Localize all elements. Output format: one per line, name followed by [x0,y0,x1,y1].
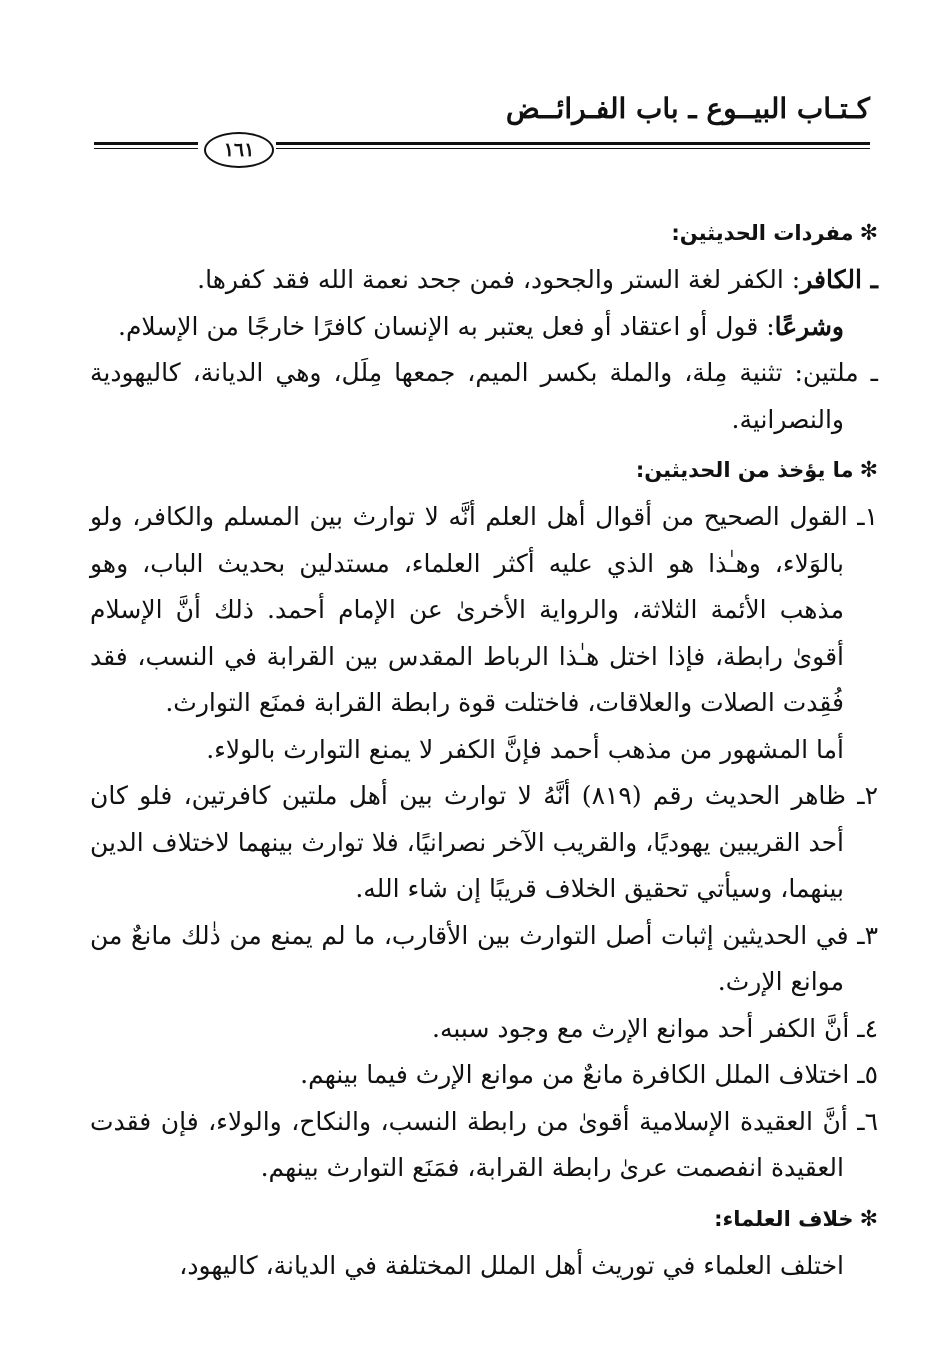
section-heading-vocab [90,210,878,257]
definition-kafir-text: : الكفر لغة الستر والجحود، فمن جحد نعمة الله فقد كفرها. [197,265,801,294]
running-title: كـتـاب البيــوع ـ باب الفـرائــض [505,92,870,125]
section-heading-disagreement [90,1196,878,1243]
asterisk-icon: ✻ [859,458,878,483]
lesson-item-1-note: أما المشهور من مذهب أحمد فإنَّ الكفر لا يمنع التوارث بالولاء. [206,734,844,764]
asterisk-icon: ✻ [859,1206,878,1232]
definition-kafir [90,257,878,304]
lesson-item-3: ٣ـ في الحديثين إثبات أصل التوارث بين الأقارب، ما لم يمنع من ذٰلك مانعٌ من موانع الإرث. [90,920,878,996]
term-kafir: ـ الكافر [800,265,878,294]
heading-text: خلاف العلماء: [714,1206,854,1231]
asterisk-icon: ✻ [859,221,878,246]
disagreement-text: اختلف العلماء في توريث أهل الملل المختلفة في الديانة، كاليهود، [179,1250,844,1280]
lesson-item-4: ٤ـ أنَّ الكفر أحد موانع الإرث مع وجود سببه. [432,1013,878,1043]
page-header [94,92,870,172]
page-body [90,210,878,1289]
heading-text: مفردات الحديثين: [671,221,854,245]
definition-sharan [90,304,878,351]
page-number: ١٦١ [204,132,274,168]
lesson-item-6: ٦ـ أنَّ العقيدة الإسلامية أقوىٰ من رابطة النسب، والنكاح، والولاء، فإن فقدت العقيدة انفصمت عرىٰ رابطة القرابة، فمَنَع التوارث بينهم. [90,1106,878,1182]
heading-text: ما يؤخذ من الحديثين: [635,458,854,482]
definition-millatayn: ـ ملتين: تثنية مِلة، والملة بكسر الميم، جمعها مِلَل، وهي الديانة، كاليهودية والنصرانية. [90,358,878,434]
header-rule-left [94,142,198,149]
definition-sharan-text: : قول أو اعتقاد أو فعل يعتبر به الإنسان كافرًا خارجًا من الإسلام. [118,311,775,341]
section-heading-lessons [90,447,878,494]
lesson-item-2: ٢ـ ظاهر الحديث رقم (٨١٩) أنَّهُ لا توارث بين أهل ملتين كافرتين، فلو كان أحد القريبين يهوديًا، والقريب الآخر نصرانيًا، فلا توارث بينهما لاختلاف الدين بينهما، وسيأتي تحقيق الخلاف قريبًا إن شاء الله. [90,781,878,903]
lesson-item-5: ٥ـ اختلاف الملل الكافرة مانعٌ من موانع الإرث فيما بينهم. [300,1060,878,1089]
lesson-item-1: ١ـ القول الصحيح من أقوال أهل العلم أنَّه لا توارث بين المسلم والكافر، ولو بالوَلاء، وهـٰذا هو الذي عليه أكثر العلماء، مستدلين بحديث الباب، وهو مذهب الأئمة الثلاثة، والرواية الأخرىٰ عن الإمام أحمد. ذلك أنَّ الإسلام أقوىٰ رابطة، فإذا اختل هـٰذا الرباط المقدس بين القرابة في النسب، فقد فُقِدت الصلات والعلاقات، فاختلت قوة رابطة القرابة فمنَع التوارث. [90,502,878,717]
header-rule-right [276,142,870,149]
term-sharan: وشرعًا [774,311,844,341]
